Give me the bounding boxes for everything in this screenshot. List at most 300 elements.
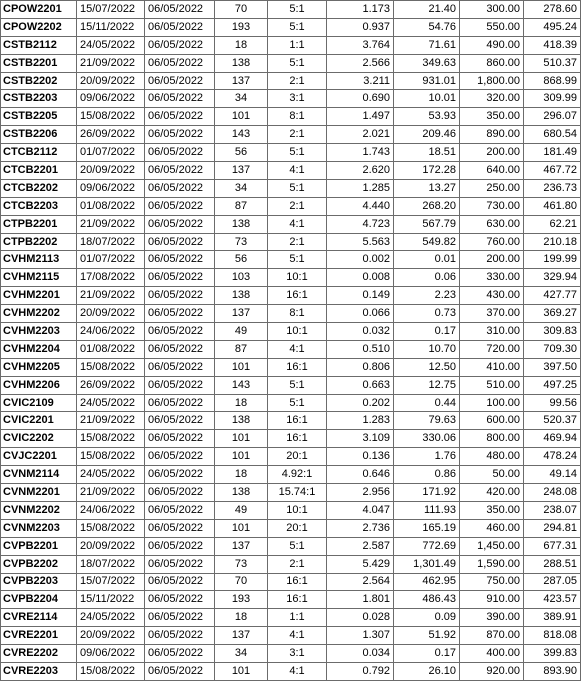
days-remaining-cell: 137 xyxy=(215,162,268,180)
days-remaining-cell: 70 xyxy=(215,1,268,19)
code-cell: CVIC2202 xyxy=(1,430,77,448)
value-d-cell: 680.54 xyxy=(524,126,581,144)
days-remaining-cell: 101 xyxy=(215,430,268,448)
value-c-cell: 200.00 xyxy=(460,144,524,162)
trade-date-cell: 06/05/2022 xyxy=(145,358,215,376)
value-b-cell: 13.27 xyxy=(394,179,460,197)
ratio-cell: 3:1 xyxy=(268,645,327,663)
table-row xyxy=(1,609,581,627)
trade-date-cell: 06/05/2022 xyxy=(145,555,215,573)
value-b-cell: 12.75 xyxy=(394,376,460,394)
days-remaining-cell: 34 xyxy=(215,645,268,663)
trade-date-cell: 06/05/2022 xyxy=(145,1,215,19)
ratio-cell: 5:1 xyxy=(268,394,327,412)
value-d-cell: 238.07 xyxy=(524,501,581,519)
expiry-date-cell: 15/08/2022 xyxy=(77,662,145,680)
value-c-cell: 870.00 xyxy=(460,627,524,645)
table-row xyxy=(1,144,581,162)
table-row xyxy=(1,108,581,126)
value-a-cell: 2.566 xyxy=(327,54,394,72)
value-b-cell: 567.79 xyxy=(394,215,460,233)
value-c-cell: 890.00 xyxy=(460,126,524,144)
days-remaining-cell: 137 xyxy=(215,305,268,323)
value-b-cell: 330.06 xyxy=(394,430,460,448)
trade-date-cell: 06/05/2022 xyxy=(145,90,215,108)
value-b-cell: 171.92 xyxy=(394,484,460,502)
days-remaining-cell: 18 xyxy=(215,466,268,484)
table-row xyxy=(1,305,581,323)
days-remaining-cell: 193 xyxy=(215,591,268,609)
days-remaining-cell: 138 xyxy=(215,484,268,502)
ratio-cell: 3:1 xyxy=(268,90,327,108)
expiry-date-cell: 15/08/2022 xyxy=(77,430,145,448)
trade-date-cell: 06/05/2022 xyxy=(145,466,215,484)
table-row xyxy=(1,287,581,305)
code-cell: CSTB2205 xyxy=(1,108,77,126)
value-c-cell: 100.00 xyxy=(460,394,524,412)
value-b-cell: 111.93 xyxy=(394,501,460,519)
code-cell: CVHM2204 xyxy=(1,340,77,358)
expiry-date-cell: 24/05/2022 xyxy=(77,609,145,627)
value-a-cell: 2.587 xyxy=(327,537,394,555)
value-d-cell: 427.77 xyxy=(524,287,581,305)
days-remaining-cell: 18 xyxy=(215,609,268,627)
trade-date-cell: 06/05/2022 xyxy=(145,340,215,358)
value-c-cell: 430.00 xyxy=(460,287,524,305)
trade-date-cell: 06/05/2022 xyxy=(145,519,215,537)
days-remaining-cell: 143 xyxy=(215,126,268,144)
ratio-cell: 2:1 xyxy=(268,555,327,573)
value-d-cell: 495.24 xyxy=(524,18,581,36)
trade-date-cell: 06/05/2022 xyxy=(145,269,215,287)
value-c-cell: 250.00 xyxy=(460,179,524,197)
table-row xyxy=(1,54,581,72)
code-cell: CTCB2203 xyxy=(1,197,77,215)
ratio-cell: 20:1 xyxy=(268,519,327,537)
code-cell: CTPB2202 xyxy=(1,233,77,251)
expiry-date-cell: 24/05/2022 xyxy=(77,394,145,412)
ratio-cell: 8:1 xyxy=(268,305,327,323)
value-d-cell: 868.99 xyxy=(524,72,581,90)
value-b-cell: 0.09 xyxy=(394,609,460,627)
value-b-cell: 462.95 xyxy=(394,573,460,591)
ratio-cell: 16:1 xyxy=(268,412,327,430)
value-d-cell: 278.60 xyxy=(524,1,581,19)
value-b-cell: 71.61 xyxy=(394,36,460,54)
table-row xyxy=(1,412,581,430)
days-remaining-cell: 87 xyxy=(215,197,268,215)
ratio-cell: 1:1 xyxy=(268,609,327,627)
table-row xyxy=(1,430,581,448)
code-cell: CVHM2113 xyxy=(1,251,77,269)
value-a-cell: 4.440 xyxy=(327,197,394,215)
days-remaining-cell: 87 xyxy=(215,340,268,358)
value-c-cell: 510.00 xyxy=(460,376,524,394)
days-remaining-cell: 73 xyxy=(215,233,268,251)
ratio-cell: 5:1 xyxy=(268,251,327,269)
days-remaining-cell: 138 xyxy=(215,412,268,430)
value-d-cell: 199.99 xyxy=(524,251,581,269)
expiry-date-cell: 21/09/2022 xyxy=(77,54,145,72)
value-b-cell: 0.01 xyxy=(394,251,460,269)
value-d-cell: 309.83 xyxy=(524,323,581,341)
ratio-cell: 10:1 xyxy=(268,269,327,287)
code-cell: CVPB2202 xyxy=(1,555,77,573)
value-d-cell: 709.30 xyxy=(524,340,581,358)
expiry-date-cell: 09/06/2022 xyxy=(77,90,145,108)
value-c-cell: 420.00 xyxy=(460,484,524,502)
value-a-cell: 0.937 xyxy=(327,18,394,36)
ratio-cell: 16:1 xyxy=(268,573,327,591)
ratio-cell: 5:1 xyxy=(268,54,327,72)
value-b-cell: 172.28 xyxy=(394,162,460,180)
days-remaining-cell: 101 xyxy=(215,519,268,537)
value-c-cell: 460.00 xyxy=(460,519,524,537)
trade-date-cell: 06/05/2022 xyxy=(145,662,215,680)
value-b-cell: 12.50 xyxy=(394,358,460,376)
expiry-date-cell: 26/09/2022 xyxy=(77,126,145,144)
trade-date-cell: 06/05/2022 xyxy=(145,627,215,645)
trade-date-cell: 06/05/2022 xyxy=(145,162,215,180)
expiry-date-cell: 21/09/2022 xyxy=(77,412,145,430)
value-d-cell: 418.39 xyxy=(524,36,581,54)
value-a-cell: 4.723 xyxy=(327,215,394,233)
expiry-date-cell: 01/07/2022 xyxy=(77,251,145,269)
value-a-cell: 0.066 xyxy=(327,305,394,323)
table-row xyxy=(1,501,581,519)
code-cell: CVJC2201 xyxy=(1,448,77,466)
ratio-cell: 5:1 xyxy=(268,537,327,555)
value-b-cell: 1,301.49 xyxy=(394,555,460,573)
expiry-date-cell: 15/07/2022 xyxy=(77,1,145,19)
value-c-cell: 1,800.00 xyxy=(460,72,524,90)
table-row xyxy=(1,179,581,197)
value-b-cell: 10.01 xyxy=(394,90,460,108)
table-body xyxy=(1,1,581,681)
value-b-cell: 772.69 xyxy=(394,537,460,555)
trade-date-cell: 06/05/2022 xyxy=(145,305,215,323)
code-cell: CVIC2201 xyxy=(1,412,77,430)
code-cell: CSTB2112 xyxy=(1,36,77,54)
expiry-date-cell: 21/09/2022 xyxy=(77,484,145,502)
value-b-cell: 10.70 xyxy=(394,340,460,358)
expiry-date-cell: 20/09/2022 xyxy=(77,305,145,323)
value-c-cell: 200.00 xyxy=(460,251,524,269)
code-cell: CVHM2115 xyxy=(1,269,77,287)
ratio-cell: 8:1 xyxy=(268,108,327,126)
ratio-cell: 20:1 xyxy=(268,448,327,466)
expiry-date-cell: 15/11/2022 xyxy=(77,591,145,609)
expiry-date-cell: 18/07/2022 xyxy=(77,555,145,573)
value-d-cell: 423.57 xyxy=(524,591,581,609)
days-remaining-cell: 49 xyxy=(215,323,268,341)
value-d-cell: 677.31 xyxy=(524,537,581,555)
value-c-cell: 1,450.00 xyxy=(460,537,524,555)
value-c-cell: 920.00 xyxy=(460,662,524,680)
value-d-cell: 497.25 xyxy=(524,376,581,394)
expiry-date-cell: 26/09/2022 xyxy=(77,376,145,394)
table-row xyxy=(1,519,581,537)
code-cell: CVPB2201 xyxy=(1,537,77,555)
table-row xyxy=(1,645,581,663)
trade-date-cell: 06/05/2022 xyxy=(145,287,215,305)
expiry-date-cell: 21/09/2022 xyxy=(77,215,145,233)
ratio-cell: 15.74:1 xyxy=(268,484,327,502)
value-b-cell: 0.06 xyxy=(394,269,460,287)
table-row xyxy=(1,448,581,466)
value-d-cell: 510.37 xyxy=(524,54,581,72)
value-a-cell: 0.002 xyxy=(327,251,394,269)
value-d-cell: 62.21 xyxy=(524,215,581,233)
code-cell: CVHM2203 xyxy=(1,323,77,341)
expiry-date-cell: 20/09/2022 xyxy=(77,627,145,645)
value-d-cell: 309.99 xyxy=(524,90,581,108)
ratio-cell: 4:1 xyxy=(268,162,327,180)
table-row xyxy=(1,197,581,215)
table-row xyxy=(1,72,581,90)
value-a-cell: 2.564 xyxy=(327,573,394,591)
trade-date-cell: 06/05/2022 xyxy=(145,412,215,430)
ratio-cell: 16:1 xyxy=(268,358,327,376)
trade-date-cell: 06/05/2022 xyxy=(145,72,215,90)
expiry-date-cell: 24/06/2022 xyxy=(77,501,145,519)
ratio-cell: 2:1 xyxy=(268,126,327,144)
value-d-cell: 294.81 xyxy=(524,519,581,537)
code-cell: CVRE2203 xyxy=(1,662,77,680)
value-d-cell: 248.08 xyxy=(524,484,581,502)
value-c-cell: 50.00 xyxy=(460,466,524,484)
code-cell: CVHM2206 xyxy=(1,376,77,394)
expiry-date-cell: 15/08/2022 xyxy=(77,358,145,376)
code-cell: CVHM2202 xyxy=(1,305,77,323)
days-remaining-cell: 101 xyxy=(215,108,268,126)
code-cell: CVPB2204 xyxy=(1,591,77,609)
table-row xyxy=(1,376,581,394)
expiry-date-cell: 24/05/2022 xyxy=(77,466,145,484)
code-cell: CTCB2201 xyxy=(1,162,77,180)
expiry-date-cell: 18/07/2022 xyxy=(77,233,145,251)
ratio-cell: 5:1 xyxy=(268,18,327,36)
value-a-cell: 2.620 xyxy=(327,162,394,180)
value-c-cell: 630.00 xyxy=(460,215,524,233)
value-d-cell: 399.83 xyxy=(524,645,581,663)
code-cell: CSTB2203 xyxy=(1,90,77,108)
trade-date-cell: 06/05/2022 xyxy=(145,573,215,591)
value-b-cell: 53.93 xyxy=(394,108,460,126)
days-remaining-cell: 49 xyxy=(215,501,268,519)
value-d-cell: 818.08 xyxy=(524,627,581,645)
value-a-cell: 5.563 xyxy=(327,233,394,251)
value-b-cell: 349.63 xyxy=(394,54,460,72)
code-cell: CVIC2109 xyxy=(1,394,77,412)
value-a-cell: 0.663 xyxy=(327,376,394,394)
trade-date-cell: 06/05/2022 xyxy=(145,376,215,394)
code-cell: CVNM2203 xyxy=(1,519,77,537)
value-a-cell: 1.285 xyxy=(327,179,394,197)
value-b-cell: 209.46 xyxy=(394,126,460,144)
value-d-cell: 397.50 xyxy=(524,358,581,376)
value-d-cell: 478.24 xyxy=(524,448,581,466)
value-a-cell: 3.764 xyxy=(327,36,394,54)
expiry-date-cell: 24/05/2022 xyxy=(77,36,145,54)
table-row xyxy=(1,233,581,251)
trade-date-cell: 06/05/2022 xyxy=(145,233,215,251)
value-a-cell: 0.806 xyxy=(327,358,394,376)
value-c-cell: 750.00 xyxy=(460,573,524,591)
code-cell: CTCB2112 xyxy=(1,144,77,162)
trade-date-cell: 06/05/2022 xyxy=(145,126,215,144)
value-c-cell: 300.00 xyxy=(460,1,524,19)
value-b-cell: 549.82 xyxy=(394,233,460,251)
value-d-cell: 461.80 xyxy=(524,197,581,215)
ratio-cell: 2:1 xyxy=(268,197,327,215)
expiry-date-cell: 01/08/2022 xyxy=(77,340,145,358)
table-row xyxy=(1,662,581,680)
table-row xyxy=(1,591,581,609)
value-b-cell: 486.43 xyxy=(394,591,460,609)
value-c-cell: 730.00 xyxy=(460,197,524,215)
table-row xyxy=(1,162,581,180)
value-b-cell: 931.01 xyxy=(394,72,460,90)
table-row xyxy=(1,269,581,287)
value-c-cell: 1,590.00 xyxy=(460,555,524,573)
value-a-cell: 0.202 xyxy=(327,394,394,412)
value-b-cell: 18.51 xyxy=(394,144,460,162)
value-c-cell: 860.00 xyxy=(460,54,524,72)
ratio-cell: 16:1 xyxy=(268,287,327,305)
value-c-cell: 370.00 xyxy=(460,305,524,323)
code-cell: CVHM2205 xyxy=(1,358,77,376)
trade-date-cell: 06/05/2022 xyxy=(145,108,215,126)
value-d-cell: 181.49 xyxy=(524,144,581,162)
code-cell: CTCB2202 xyxy=(1,179,77,197)
expiry-date-cell: 01/08/2022 xyxy=(77,197,145,215)
value-c-cell: 550.00 xyxy=(460,18,524,36)
code-cell: CVPB2203 xyxy=(1,573,77,591)
value-a-cell: 0.792 xyxy=(327,662,394,680)
value-d-cell: 467.72 xyxy=(524,162,581,180)
value-a-cell: 2.956 xyxy=(327,484,394,502)
value-b-cell: 165.19 xyxy=(394,519,460,537)
days-remaining-cell: 18 xyxy=(215,36,268,54)
value-c-cell: 600.00 xyxy=(460,412,524,430)
trade-date-cell: 06/05/2022 xyxy=(145,18,215,36)
trade-date-cell: 06/05/2022 xyxy=(145,215,215,233)
ratio-cell: 10:1 xyxy=(268,323,327,341)
days-remaining-cell: 143 xyxy=(215,376,268,394)
code-cell: CSTB2206 xyxy=(1,126,77,144)
ratio-cell: 4.92:1 xyxy=(268,466,327,484)
value-b-cell: 2.23 xyxy=(394,287,460,305)
value-a-cell: 1.307 xyxy=(327,627,394,645)
value-d-cell: 49.14 xyxy=(524,466,581,484)
value-b-cell: 54.76 xyxy=(394,18,460,36)
value-d-cell: 389.91 xyxy=(524,609,581,627)
value-c-cell: 640.00 xyxy=(460,162,524,180)
days-remaining-cell: 137 xyxy=(215,537,268,555)
value-d-cell: 210.18 xyxy=(524,233,581,251)
code-cell: CTPB2201 xyxy=(1,215,77,233)
table-row xyxy=(1,90,581,108)
days-remaining-cell: 34 xyxy=(215,90,268,108)
table-row xyxy=(1,394,581,412)
value-a-cell: 2.021 xyxy=(327,126,394,144)
expiry-date-cell: 15/07/2022 xyxy=(77,573,145,591)
ratio-cell: 16:1 xyxy=(268,430,327,448)
days-remaining-cell: 101 xyxy=(215,448,268,466)
code-cell: CVNM2114 xyxy=(1,466,77,484)
ratio-cell: 10:1 xyxy=(268,501,327,519)
value-a-cell: 1.173 xyxy=(327,1,394,19)
trade-date-cell: 06/05/2022 xyxy=(145,197,215,215)
value-a-cell: 5.429 xyxy=(327,555,394,573)
code-cell: CVHM2201 xyxy=(1,287,77,305)
value-a-cell: 2.736 xyxy=(327,519,394,537)
trade-date-cell: 06/05/2022 xyxy=(145,591,215,609)
value-b-cell: 26.10 xyxy=(394,662,460,680)
ratio-cell: 5:1 xyxy=(268,1,327,19)
code-cell: CSTB2201 xyxy=(1,54,77,72)
ratio-cell: 5:1 xyxy=(268,144,327,162)
value-d-cell: 469.94 xyxy=(524,430,581,448)
table-row xyxy=(1,537,581,555)
expiry-date-cell: 15/08/2022 xyxy=(77,448,145,466)
ratio-cell: 2:1 xyxy=(268,233,327,251)
value-d-cell: 288.51 xyxy=(524,555,581,573)
value-a-cell: 3.109 xyxy=(327,430,394,448)
value-c-cell: 720.00 xyxy=(460,340,524,358)
days-remaining-cell: 56 xyxy=(215,144,268,162)
value-d-cell: 520.37 xyxy=(524,412,581,430)
value-a-cell: 0.646 xyxy=(327,466,394,484)
table-row xyxy=(1,358,581,376)
value-a-cell: 0.034 xyxy=(327,645,394,663)
trade-date-cell: 06/05/2022 xyxy=(145,251,215,269)
value-b-cell: 0.17 xyxy=(394,323,460,341)
table-row xyxy=(1,36,581,54)
trade-date-cell: 06/05/2022 xyxy=(145,394,215,412)
value-c-cell: 910.00 xyxy=(460,591,524,609)
value-a-cell: 0.028 xyxy=(327,609,394,627)
value-b-cell: 1.76 xyxy=(394,448,460,466)
value-a-cell: 1.283 xyxy=(327,412,394,430)
days-remaining-cell: 18 xyxy=(215,394,268,412)
value-c-cell: 400.00 xyxy=(460,645,524,663)
value-a-cell: 1.497 xyxy=(327,108,394,126)
value-b-cell: 51.92 xyxy=(394,627,460,645)
expiry-date-cell: 15/11/2022 xyxy=(77,18,145,36)
days-remaining-cell: 34 xyxy=(215,179,268,197)
value-c-cell: 760.00 xyxy=(460,233,524,251)
table-row xyxy=(1,484,581,502)
expiry-date-cell: 24/06/2022 xyxy=(77,323,145,341)
table-row xyxy=(1,215,581,233)
ratio-cell: 16:1 xyxy=(268,591,327,609)
value-a-cell: 1.743 xyxy=(327,144,394,162)
days-remaining-cell: 138 xyxy=(215,215,268,233)
value-c-cell: 410.00 xyxy=(460,358,524,376)
table-row xyxy=(1,466,581,484)
value-a-cell: 0.149 xyxy=(327,287,394,305)
value-c-cell: 320.00 xyxy=(460,90,524,108)
trade-date-cell: 06/05/2022 xyxy=(145,645,215,663)
value-c-cell: 310.00 xyxy=(460,323,524,341)
days-remaining-cell: 137 xyxy=(215,72,268,90)
value-d-cell: 236.73 xyxy=(524,179,581,197)
table-row xyxy=(1,627,581,645)
trade-date-cell: 06/05/2022 xyxy=(145,448,215,466)
expiry-date-cell: 20/09/2022 xyxy=(77,162,145,180)
